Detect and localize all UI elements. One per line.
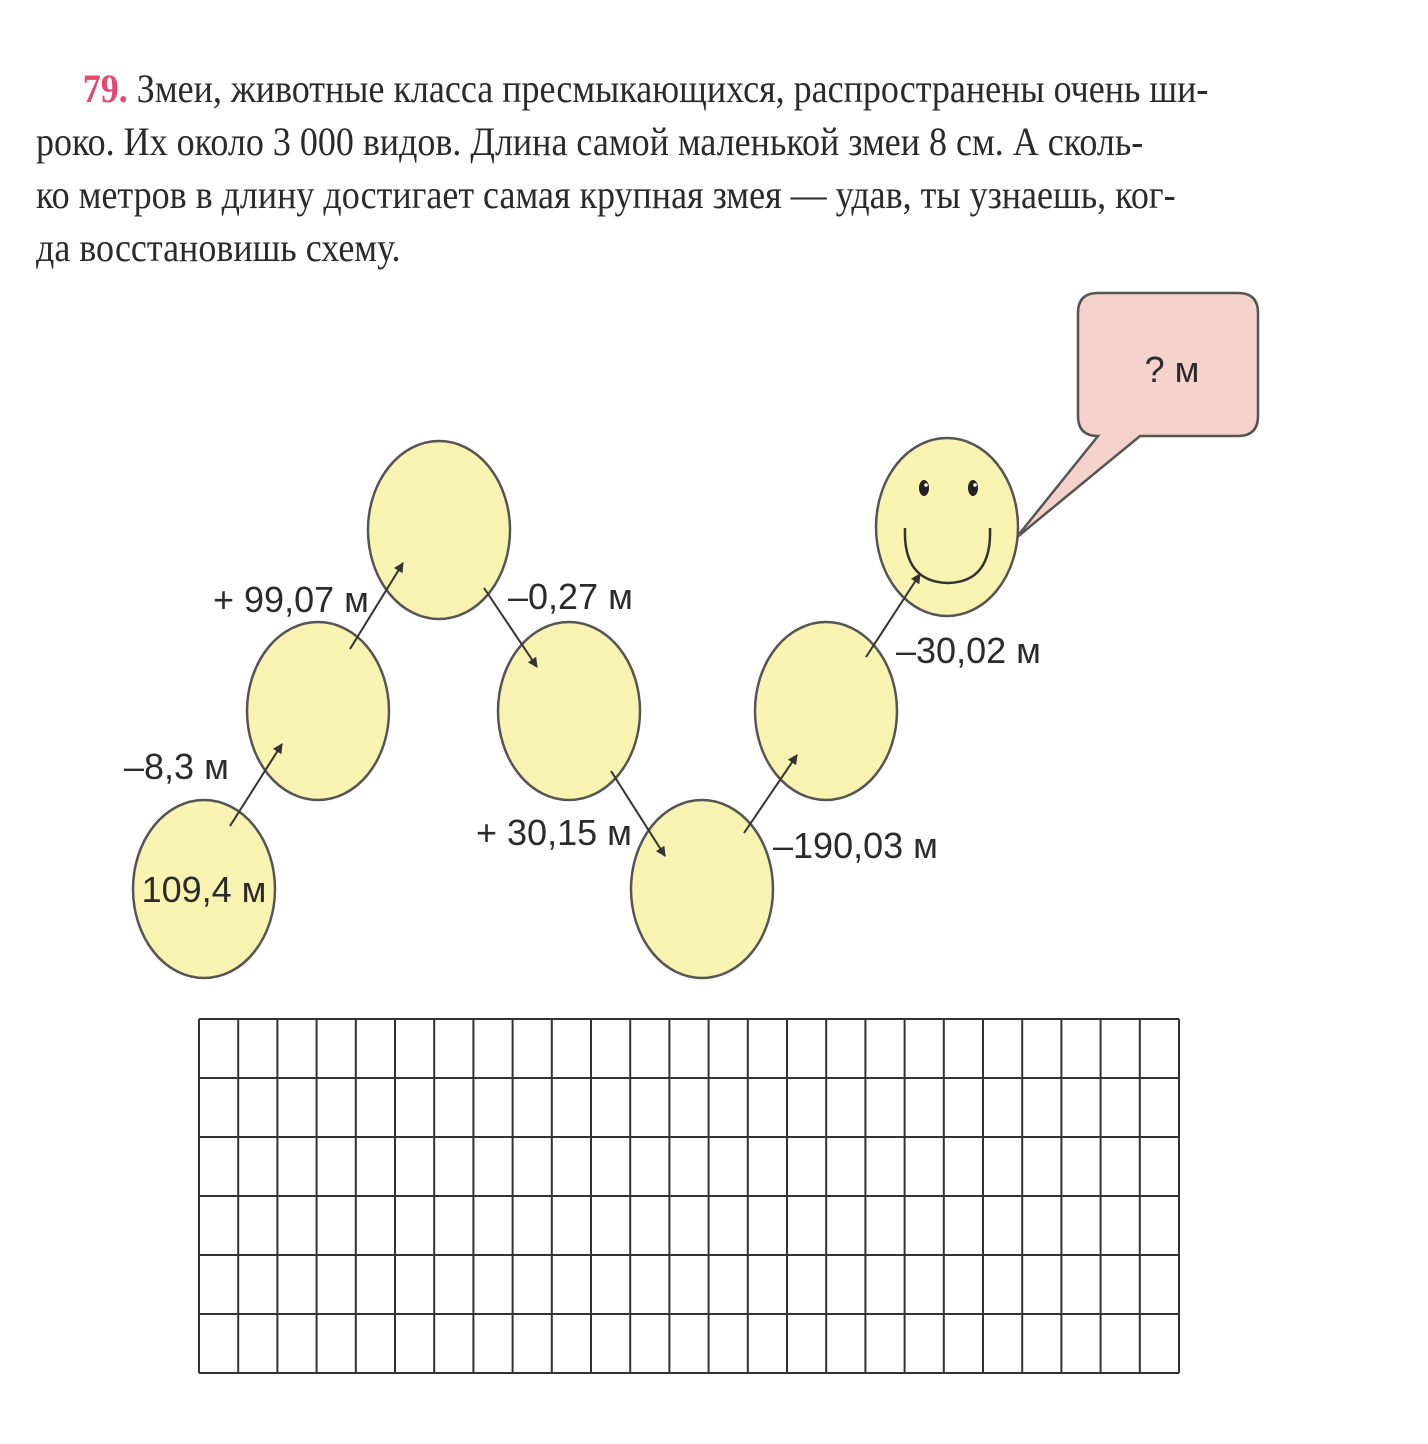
answer-bubble xyxy=(1016,293,1258,538)
task-number: 79. xyxy=(82,66,128,111)
task-line-1: 79. Змеи, животные класса пресмыкающихся, распространены очень ши- xyxy=(82,66,1209,111)
circle-snake-head xyxy=(876,438,1018,616)
op-label-1: –8,3 м xyxy=(124,746,229,787)
task-line-3: ко метров в длину достигает самая крупная змея — удав, ты узнаешь, ког- xyxy=(36,172,1176,217)
circle-step-5 xyxy=(755,622,897,800)
answer-bubble-text: ? м xyxy=(1144,349,1200,390)
answer-grid xyxy=(198,1018,1180,1379)
op-label-2: + 99,07 м xyxy=(213,579,369,620)
op-label-5: –190,03 м xyxy=(773,825,938,866)
task-line-4: да восстановишь схему. xyxy=(36,225,401,270)
grid-lines xyxy=(198,1018,1180,1374)
circle-step-1 xyxy=(247,622,389,800)
circle-step-3 xyxy=(498,622,640,800)
op-label-6: –30,02 м xyxy=(896,630,1041,671)
circle-step-2 xyxy=(368,441,510,619)
circle-step-4 xyxy=(631,800,773,978)
task-line-2: роко. Их около 3 000 видов. Длина самой маленькой змеи 8 см. А сколь- xyxy=(36,119,1144,164)
op-label-4: + 30,15 м xyxy=(476,812,632,853)
start-value: 109,4 м xyxy=(141,869,267,910)
op-label-3: –0,27 м xyxy=(508,576,633,617)
